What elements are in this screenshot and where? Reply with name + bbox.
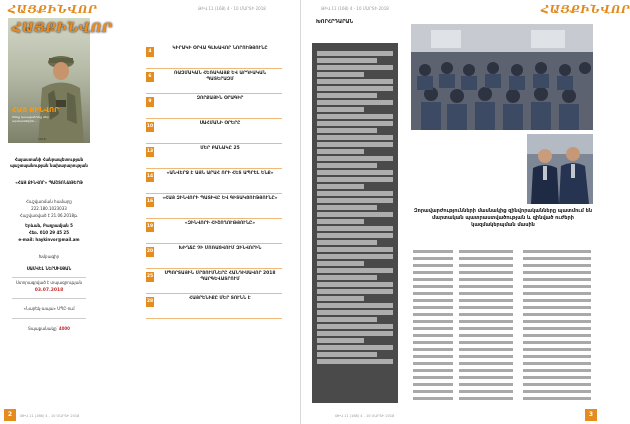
imprint-divider-2 <box>12 298 86 299</box>
masthead-brand-right: ՀԱՅՔԻՆՎՈՐ <box>541 3 630 16</box>
imprint-newspaper: «ՀԱՅ ՔԻՆՎՈՐ» ՊԱՇՏՈՆԱԹԵՐԹ <box>15 180 83 185</box>
toc-title: ՌԱԶՄԱԿԱՆ ՀԵՌԱԿԱՅՔ ԵՎ ԱՐԴԻԱԿԱՆ ՊԱՏԵՐԱԶՄ <box>173 71 267 82</box>
toc-page-number: 16 <box>146 197 154 207</box>
section-label: ԽՈՐՀՐԴԱՐԱՆ <box>316 19 354 25</box>
toc-title: ՍՊՈՐՏԱՅԻՆ ՄՐՑՈՒՄՆԵՐԸ ՀԱՆԴԻՍԱՎՈՐ 2018 ՊԱՐԳԵՎԱՏՐՈՒՄ <box>164 271 276 282</box>
toc-item <box>146 44 282 69</box>
officials-photo <box>527 134 593 204</box>
toc-page-number: 25 <box>146 272 154 282</box>
imprint-reg-date: Հաշվառված է 21.06.2018թ. <box>19 213 79 218</box>
footer-right: ԹԻՎ 11 (168) 4 - 10 ՄԱՐՏԻ 2018 <box>335 414 395 418</box>
page-number-right: 3 <box>585 409 597 421</box>
toc-title: «ԱՆՎԵՐՋ Է ԱՅՆ ԱՐԱՀ ՈՐԻ ՀԵՏ ԱՊՐԵԼ ԵՆՔ» <box>166 171 274 176</box>
toc-item <box>146 119 282 144</box>
right-page <box>300 0 630 424</box>
toc-item <box>146 294 282 319</box>
toc-title: ԶՈՐՔԱՅԻՆ ՕՐԱԳԻՐ <box>196 96 244 101</box>
toc-title: «ՀԱՅ ԶԻՆՎՈՐԻ ՊԱՏԻՎԸ ԵՎ ԳԻՏԱԿՑՈՒԹՅՈՒՆԸ» <box>162 196 278 201</box>
left-page <box>0 0 300 424</box>
imprint-email: e-mail: haykinvor@mail.am <box>18 237 80 242</box>
toc-item <box>146 194 282 219</box>
toc-title: ՄԵՐ ԲԱՆԱԿԸ 25 <box>200 146 240 151</box>
header-meta-right: ԹԻՎ 11 (168) 4 - 10 ՄԱՐՏԻ 2018 <box>321 6 389 11</box>
toc-title: «ԶԻՆՎՈՐԻ ՀԻՇՈՂՈՒԹՅՈՒՆԸ» <box>184 221 256 226</box>
imprint-print-date: 03.07.2018 <box>34 288 64 293</box>
conference-photo <box>411 24 593 130</box>
toc-page-number: 28 <box>146 297 154 307</box>
article-headline: Զորավարժությունների մասնակից զինվորականները պատմում են մարտական պատրաստվածության և զինված ուժերի կազմակերպման մասին <box>413 208 593 228</box>
imprint-editor-name: ՍԱՄՎԵԼ ՆԵՐՍԻՍՅԱՆ <box>26 266 72 271</box>
cover-subtitle: Մենք կապված ենք մեր արմատներին... <box>12 115 49 123</box>
toc-title: ՍԱՀՄԱՆԻ ՕՐԵՐԸ <box>199 121 241 126</box>
toc-page-number: 13 <box>146 147 154 157</box>
article-body-col-3 <box>523 250 591 404</box>
imprint-divider-3 <box>12 318 86 319</box>
imprint-copies-value: 4000 <box>58 326 70 331</box>
cover-brand: ՀԱՅՔԻՆՎՈՐ <box>12 21 113 36</box>
toc-title: ԿԻՐԱԿԻ ՕՐՎԱ ԳԼԽԱՎՈՐ ՆՈՐՈՒԹՅՈՒՆԸ <box>172 46 268 51</box>
cover-thumbnail <box>8 18 113 143</box>
cover-title: ՀԱՅ ՔԻՆՎՈՐ <box>12 106 59 114</box>
toc-page-number: 14 <box>146 172 154 182</box>
article-body-col-2 <box>459 250 513 404</box>
toc-title: ՀԱՅՐԵՆԻՔԸ ՄԵՐ ՏՈՒՆՆ Է <box>189 296 251 301</box>
imprint-founder: Հայաստանի Հանրապետության պաշտպանության նախարարության <box>10 157 88 168</box>
imprint-printer: «Նարեկ-ապա» ՍՊԸ-ում <box>23 306 75 311</box>
table-of-contents <box>146 44 282 319</box>
toc-page-number: 20 <box>146 247 154 257</box>
sidebar-article <box>312 43 398 403</box>
toc-item <box>146 69 282 94</box>
imprint-print-label: Ստորագրված է տպագրության <box>15 280 83 285</box>
toc-item <box>146 244 282 269</box>
toc-item <box>146 269 282 294</box>
imprint-address: Երևան, Բաղրամյան 5 <box>25 223 73 228</box>
toc-page-number: 19 <box>146 222 154 232</box>
toc-page-number: 6 <box>146 72 154 82</box>
toc-separator <box>146 318 282 319</box>
toc-item <box>146 219 282 244</box>
toc-item <box>146 144 282 169</box>
imprint-divider <box>12 277 86 278</box>
toc-page-number: 10 <box>146 122 154 132</box>
toc-page-number: 4 <box>146 47 154 57</box>
toc-item <box>146 169 282 194</box>
soldier-figure-illustration <box>34 44 86 143</box>
masthead-brand-left: ՀԱՅՔԻՆՎՈՐ <box>8 3 98 16</box>
imprint-reg-number: 222.180.1023033 <box>31 206 67 211</box>
cover-year: 2018 <box>38 137 46 141</box>
imprint-editor-label: Խմբագիր <box>38 254 60 259</box>
header-meta-left: ԹԻՎ 11 (168) 4 - 10 ՄԱՐՏԻ 2018 <box>198 6 266 11</box>
toc-title: ԽԻՂՃԸ ՉԻ ՄՈՌԱՑՎՈՒՄ ԶԻՆՎՈՐԻՆ <box>178 246 262 251</box>
toc-item <box>146 94 282 119</box>
imprint-copies: Տպաքանակը՝ 4000 <box>28 326 70 331</box>
imprint-reg-label: Հաշվառման համարը <box>26 199 72 204</box>
toc-page-number: 9 <box>146 97 154 107</box>
imprint-phone: Հեռ. 010 29 45 25 <box>29 230 69 235</box>
article-body-col-1 <box>413 250 453 404</box>
footer-left: ԹԻՎ 11 (168) 4 - 10 ՄԱՐՏԻ 2018 <box>20 414 80 418</box>
page-number-left: 2 <box>4 409 16 421</box>
